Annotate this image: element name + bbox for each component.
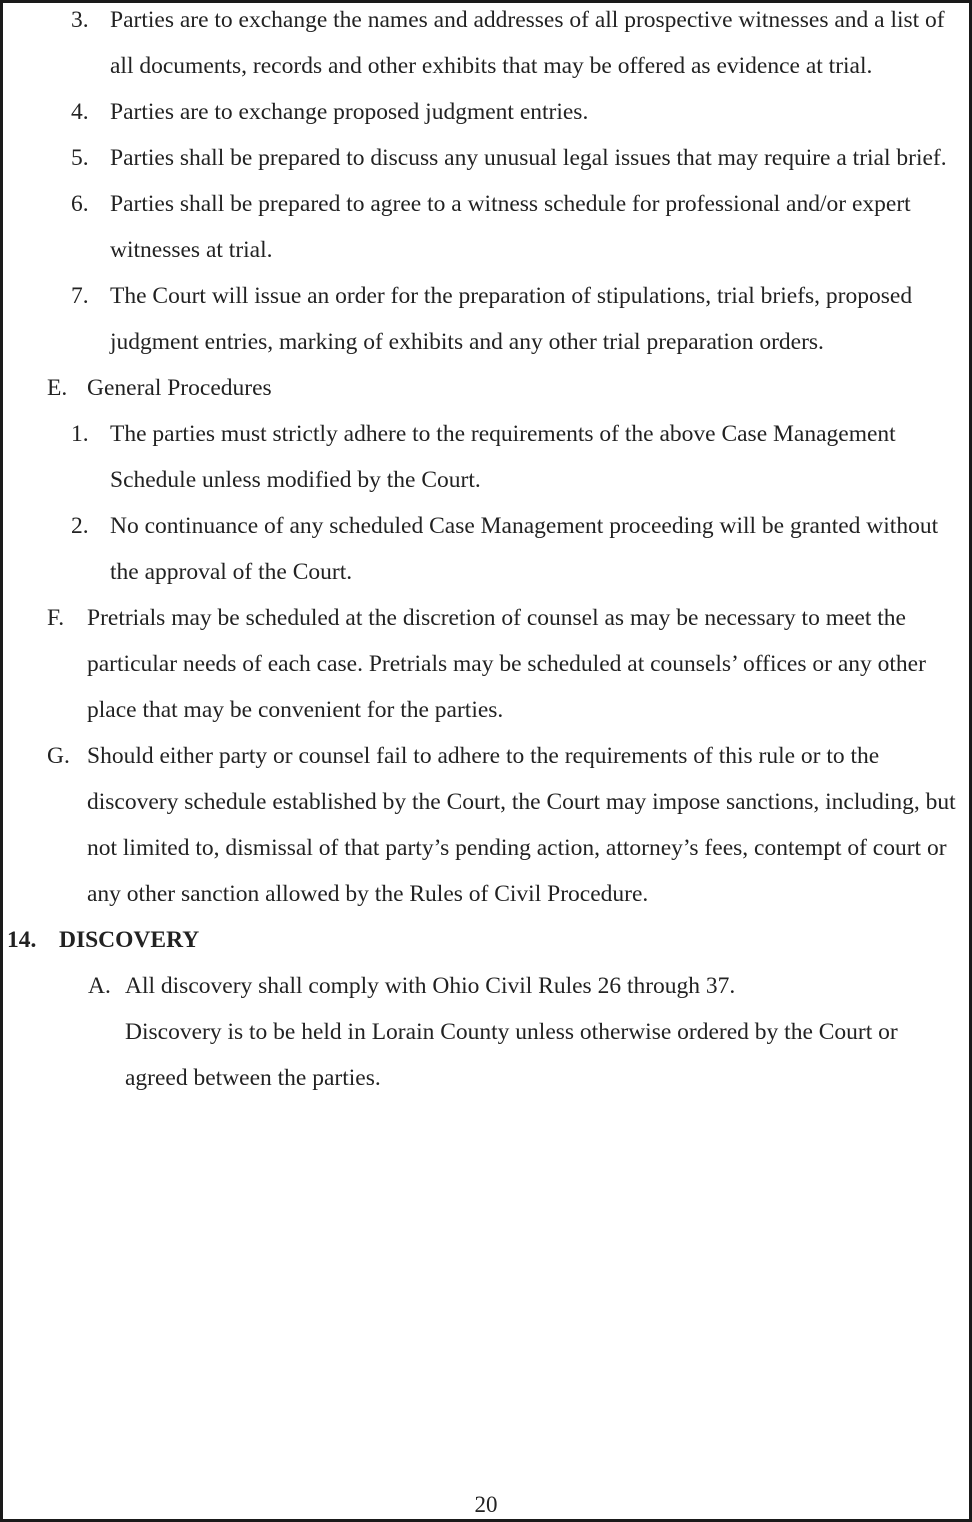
item-number: 1. [71, 421, 89, 447]
discovery-item-a [3, 963, 961, 1101]
section-marker: G. [47, 743, 70, 769]
section-g [3, 733, 961, 917]
section-number: 14. [7, 927, 37, 953]
item-text: Parties shall be prepared to agree to a witness schedule for professional and/or expert witnesses at trial. [110, 191, 911, 263]
item-number: 4. [71, 99, 89, 125]
section-text: Should either party or counsel fail to adhere to the requirements of this rule or to the discovery schedule established by the Court, the Court may impose sanctions, including, but not limited to, dismissal of that party’s pending action, attorney’s fees, contempt of court or any other sanction allowed by the Rules of Civil Procedure. [87, 743, 956, 907]
list-item [3, 181, 961, 273]
section-title: DISCOVERY [59, 927, 200, 953]
page-number: 20 [474, 1492, 498, 1517]
item-text: No continuance of any scheduled Case Management proceeding will be granted without the approval of the Court. [110, 513, 939, 585]
item-text: The Court will issue an order for the preparation of stipulations, trial briefs, proposed judgment entries, marking of exhibits and any other trial preparation orders. [110, 283, 913, 355]
list-item [3, 411, 961, 503]
section-e-heading [3, 365, 961, 411]
section-marker: F. [47, 605, 65, 631]
item-text-line1: All discovery shall comply with Ohio Civil Rules 26 through 37. [125, 973, 736, 999]
section-title: General Procedures [87, 375, 272, 401]
item-marker: A. [88, 973, 111, 999]
list-item [3, 503, 961, 595]
item-text-line2: Discovery is to be held in Lorain County unless otherwise ordered by the Court or agreed between the parties. [125, 1019, 898, 1091]
item-number: 6. [71, 191, 89, 217]
item-number: 7. [71, 283, 89, 309]
item-text: Parties shall be prepared to discuss any unusual legal issues that may require a trial brief. [110, 145, 947, 171]
item-number: 2. [71, 513, 89, 539]
list-item [3, 135, 961, 181]
section-14-heading [3, 917, 969, 963]
item-number: 3. [71, 7, 89, 33]
list-item [3, 0, 961, 89]
section-text: Pretrials may be scheduled at the discretion of counsel as may be necessary to meet the particular needs of each case. Pretrials may be scheduled at counsels’ offices or any other place that may be convenient for the parties. [87, 605, 926, 723]
section-f [3, 595, 961, 733]
document-body [3, 0, 969, 1101]
item-number: 5. [71, 145, 89, 171]
item-text: Parties are to exchange proposed judgment entries. [110, 99, 589, 125]
item-text: Parties are to exchange the names and addresses of all prospective witnesses and a list of all documents, records and other exhibits that may be offered as evidence at trial. [110, 7, 945, 79]
list-item [3, 273, 961, 365]
item-text: The parties must strictly adhere to the requirements of the above Case Management Schedule unless modified by the Court. [110, 421, 896, 493]
section-marker: E. [47, 375, 68, 401]
list-item [3, 89, 961, 135]
